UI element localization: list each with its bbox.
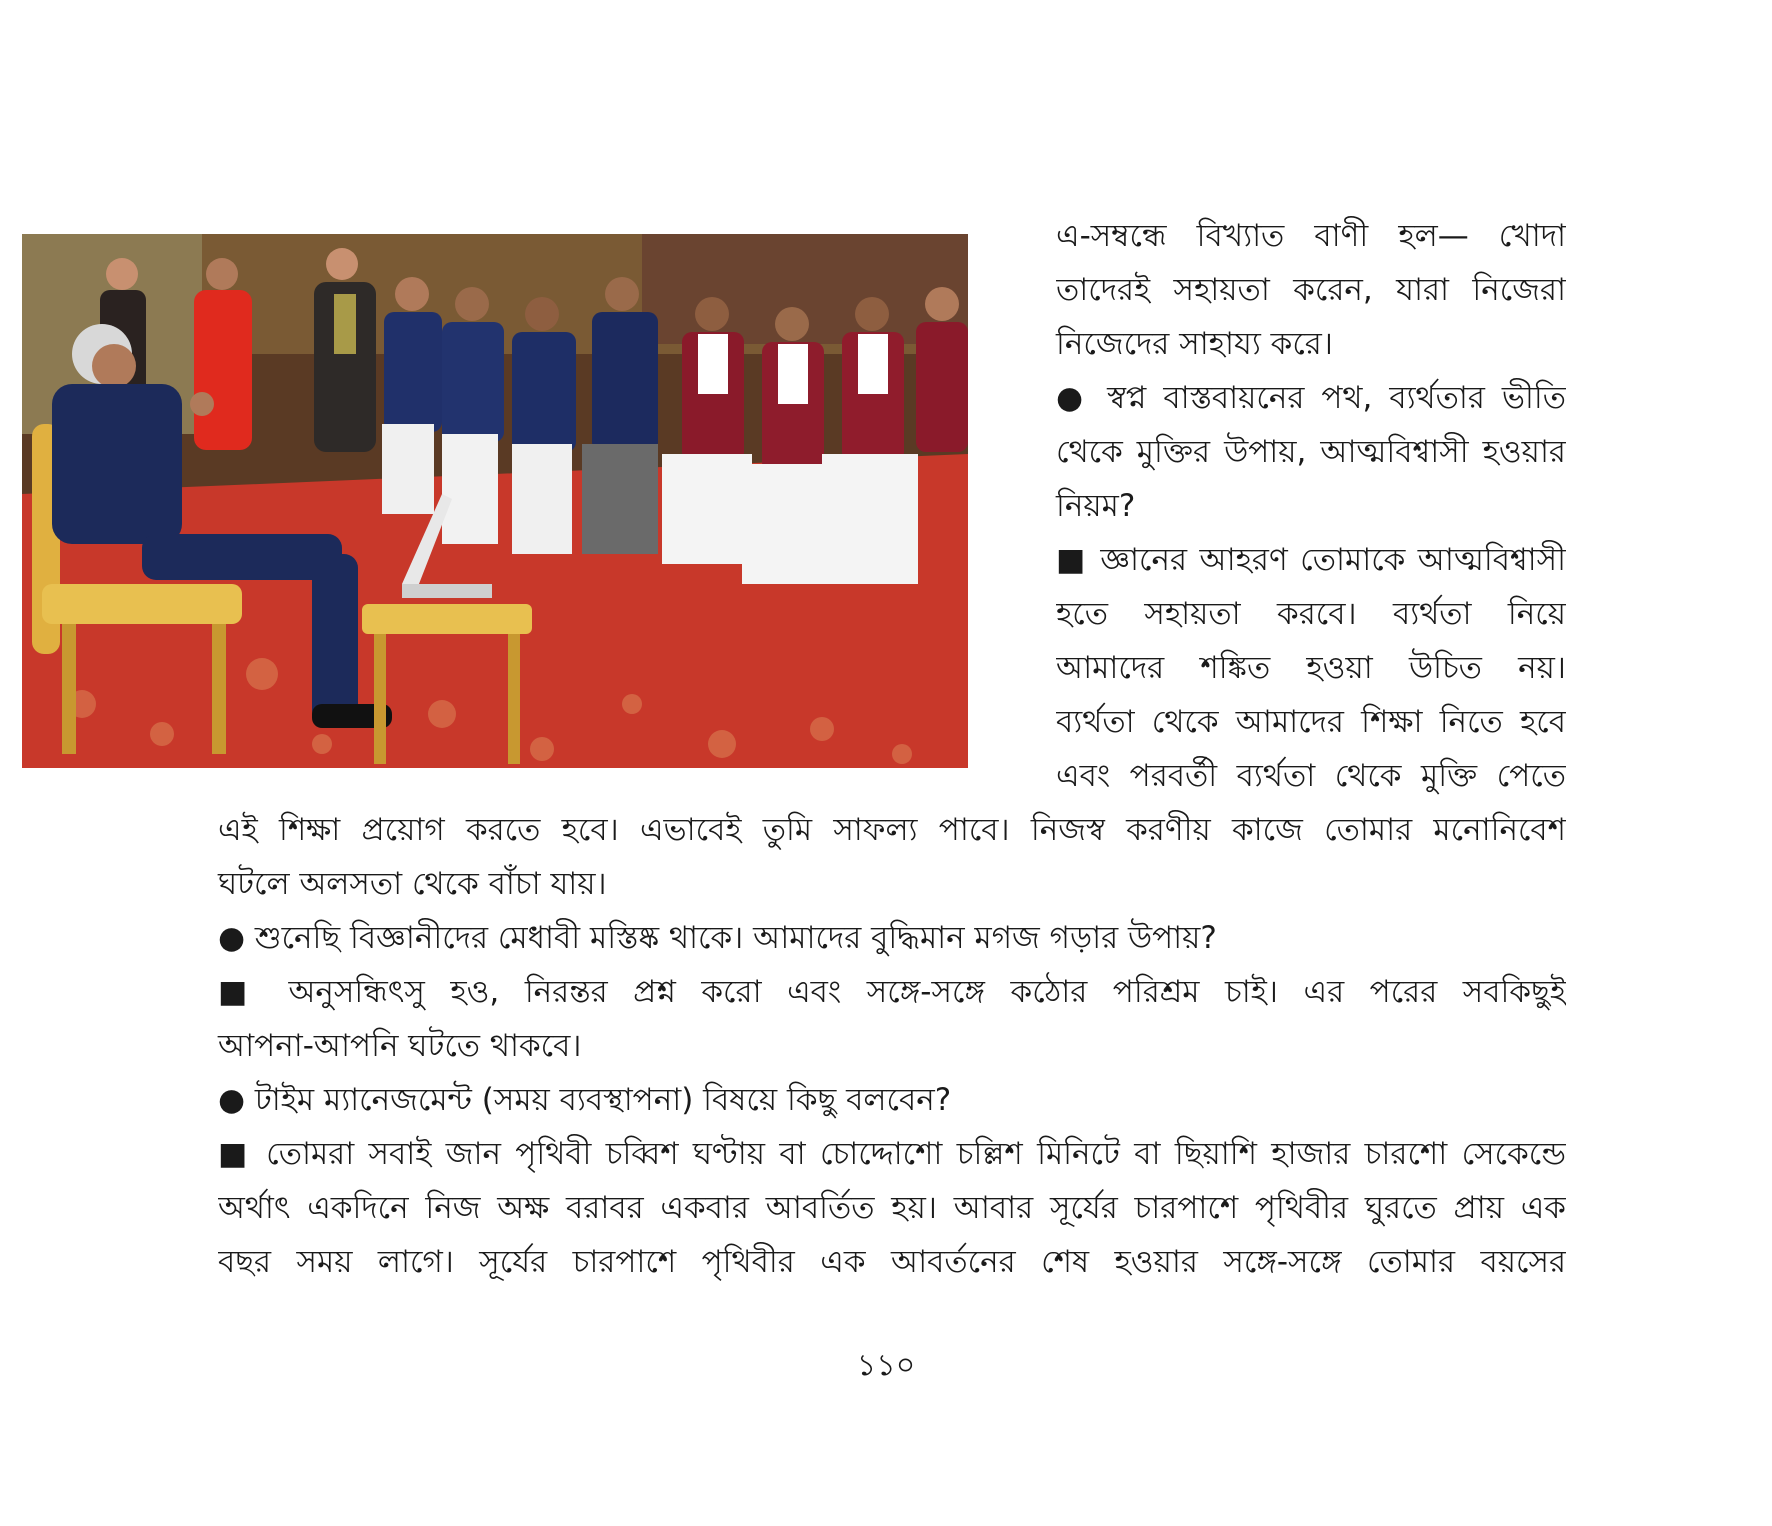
question-line: ● স্বপ্ন বাস্তবায়নের পথ, ব্যর্থতার ভীতি: [1056, 380, 1566, 416]
answer-line: এবং পরবর্তী ব্যর্থতা থেকে মুক্তি পেতে: [1056, 758, 1566, 794]
text-line: এ-সম্বন্ধে বিখ্যাত বাণী হল— খোদা: [1056, 218, 1566, 254]
answer-line: বছর সময় লাগে। সূর্যের চারপাশে পৃথিবীর এক আবর্তনের শেষ হওয়ার সঙ্গে-সঙ্গে তোমার বয়সের: [218, 1244, 1566, 1280]
answer-line: ■ তোমরা সবাই জান পৃথিবী চব্বিশ ঘণ্টায় বা চোদ্দোশো চল্লিশ মিনিটে বা ছিয়াশি হাজার চারশো সেকেন্ডে: [218, 1136, 1566, 1172]
text-line: নিজেদের সাহায্য করে।: [1056, 326, 1333, 362]
question-line: ● টাইম ম্যানেজমেন্ট (সময় ব্যবস্থাপনা) বিষয়ে কিছু বলবেন?: [218, 1082, 952, 1118]
question-line: নিয়ম?: [1056, 488, 1136, 524]
question-line: ● শুনেছি বিজ্ঞানীদের মেধাবী মস্তিষ্ক থাকে। আমাদের বুদ্ধিমান মগজ গড়ার উপায়?: [218, 920, 1217, 956]
answer-line: ব্যর্থতা থেকে আমাদের শিক্ষা নিতে হবে: [1056, 704, 1566, 740]
answer-line: অর্থাৎ একদিনে নিজ অক্ষ বরাবর একবার আবর্তিত হয়। আবার সূর্যের চারপাশে পৃথিবীর ঘুরতে প্রায় এক: [218, 1190, 1566, 1226]
text-line: তাদেরই সহায়তা করেন, যারা নিজেরা: [1056, 272, 1566, 308]
answer-line: এই শিক্ষা প্রয়োগ করতে হবে। এভাবেই তুমি সাফল্য পাবে। নিজস্ব করণীয় কাজে তোমার মনোনিবেশ: [218, 812, 1566, 848]
answer-line: হতে সহায়তা করবে। ব্যর্থতা নিয়ে: [1056, 596, 1566, 632]
question-line: থেকে মুক্তির উপায়, আত্মবিশ্বাসী হওয়ার: [1056, 434, 1566, 470]
answer-line: ■ জ্ঞানের আহরণ তোমাকে আত্মবিশ্বাসী: [1056, 542, 1566, 578]
answer-line: ■ অনুসন্ধিৎসু হও, নিরন্তর প্রশ্ন করো এবং সঙ্গে-সঙ্গে কঠোর পরিশ্রম চাই। এর পরের সবকিছুই: [218, 974, 1566, 1010]
event-photo: [22, 234, 968, 768]
answer-line: আপনা-আপনি ঘটতে থাকবে।: [218, 1028, 582, 1064]
answer-line: ঘটলে অলসতা থেকে বাঁচা যায়।: [218, 866, 607, 902]
page-number: ১১০: [856, 1348, 916, 1383]
answer-line: আমাদের শঙ্কিত হওয়া উচিত নয়।: [1056, 650, 1566, 686]
